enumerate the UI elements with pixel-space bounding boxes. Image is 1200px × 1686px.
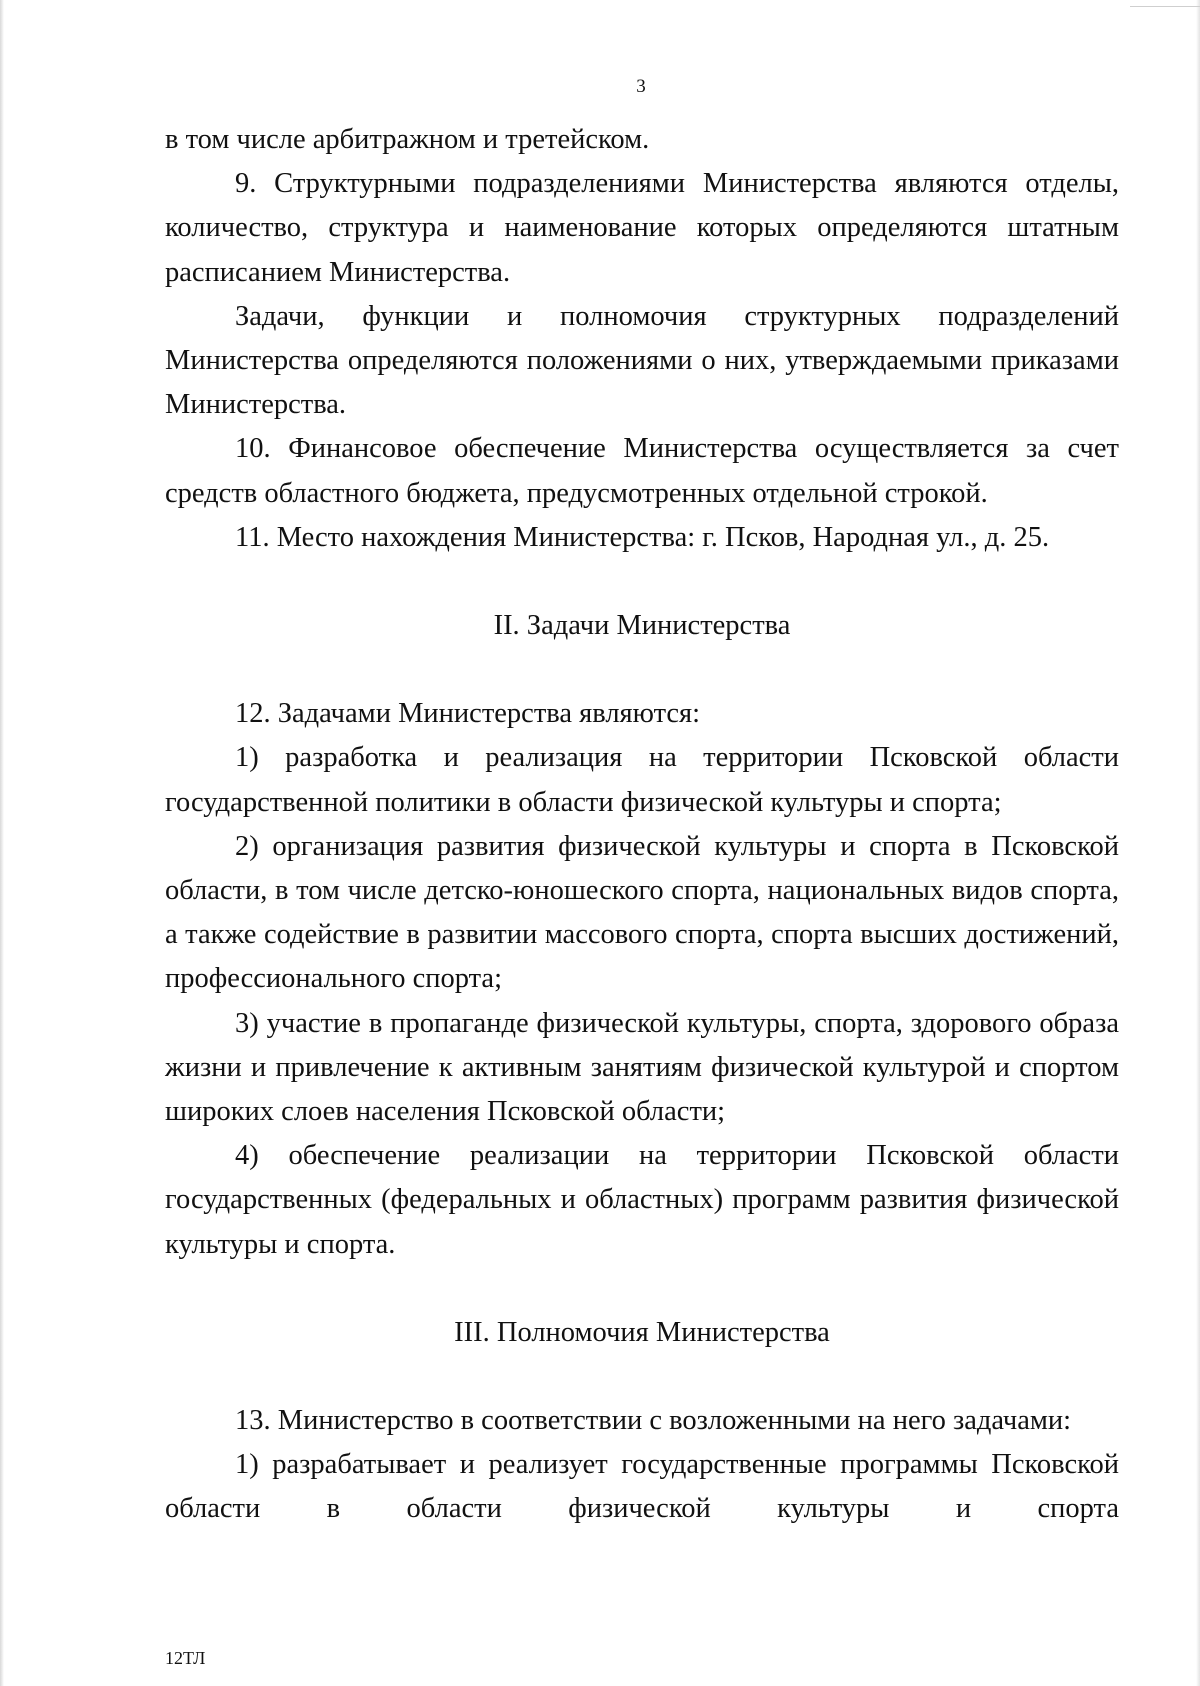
list-item: 1) разрабатывает и реализует государственные программы Псковской области в области физической культуры и спорта: [165, 1449, 1119, 1525]
list-item: 2) организация развития физической культуры и спорта в Псковской области, в том числе детско-юношеского спорта, национальных видов спорта, а также содействие в развитии массового спорта, спорта высших достижений, профессионального спорта;: [165, 830, 1119, 995]
document-body: [165, 118, 1119, 1532]
section-heading-3: III. Полномочия Министерства: [454, 1316, 830, 1348]
section-heading-2: II. Задачи Министерства: [493, 610, 791, 642]
paragraph-13: 13. Министерство в соответствии с возложенными на него задачами:: [235, 1405, 1072, 1437]
list-item: 1) разработка и реализация на территории Псковской области государственной политики в области физической культуры и спорта;: [165, 742, 1119, 818]
paragraph-11: 11. Место нахождения Министерства: г. Псков, Народная ул., д. 25.: [235, 521, 1050, 553]
paragraph-9: 9. Структурными подразделениями Министерства являются отделы, количество, структура и наименование которых определяются штатным расписанием Министерства.: [165, 168, 1119, 288]
paragraph-9-tasks: Задачи, функции и полномочия структурных подразделений Министерства определяются положениями о них, утверждаемыми приказами Министерства.: [165, 300, 1119, 421]
page-number: 3: [636, 76, 646, 97]
paragraph-10: 10. Финансовое обеспечение Министерства осуществляется за счет средств областного бюджета, предусмотренных отдельной строкой.: [165, 433, 1119, 509]
scan-mark: [1130, 6, 1200, 7]
paragraph-12: 12. Задачами Министерства являются:: [235, 698, 701, 730]
document-code: 12ТЛ: [165, 1648, 206, 1668]
scan-edge-right: [1196, 0, 1200, 1686]
paragraph-continuation: в том числе арбитражном и третейском.: [165, 124, 650, 155]
list-item: 4) обеспечение реализации на территории Псковской области государственных (федеральных и областных) программ развития физической культуры и спорта.: [165, 1140, 1119, 1260]
scan-edge-left: [0, 0, 4, 1686]
list-item: 3) участие в пропаганде физической культуры, спорта, здорового образа жизни и привлечение к активным занятиям физической культурой и спортом широких слоев населения Псковской области;: [165, 1007, 1119, 1128]
